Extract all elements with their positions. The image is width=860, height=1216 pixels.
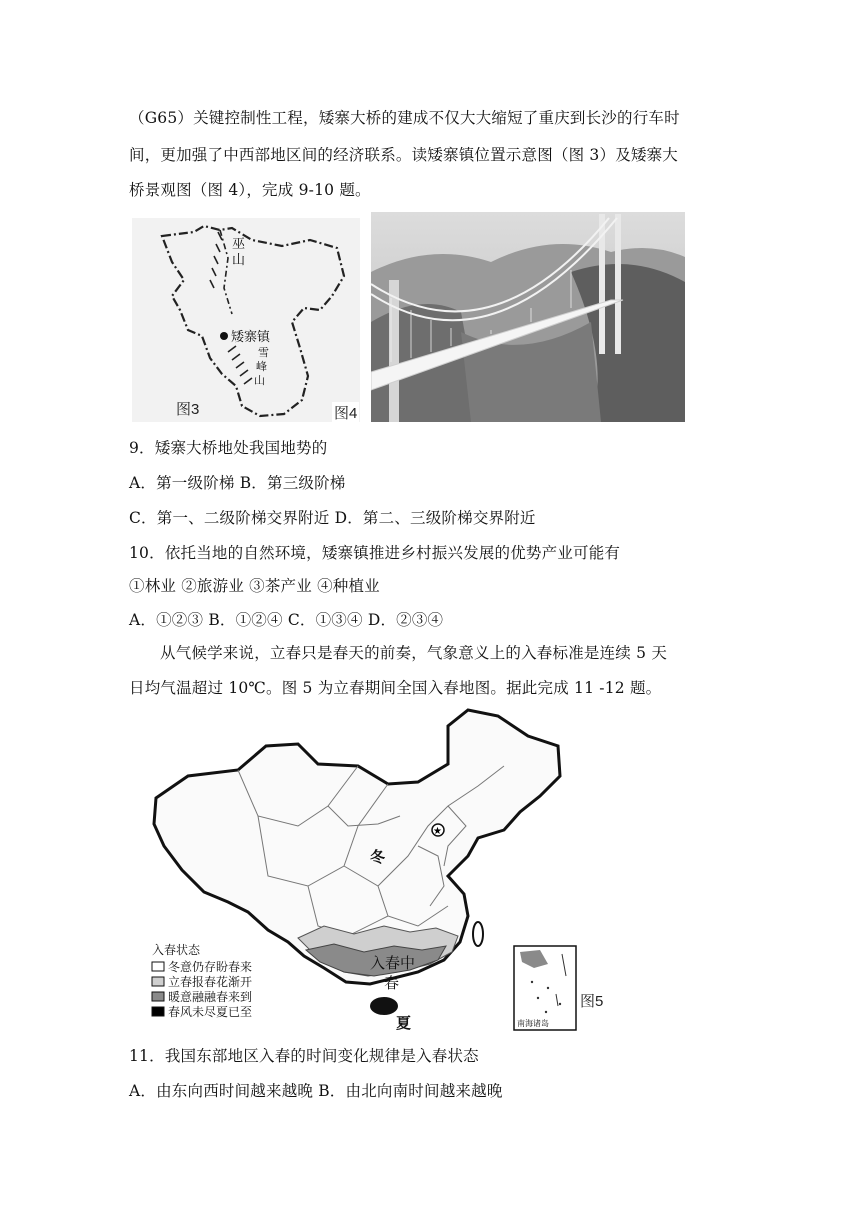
question-9-options-ab: A．第一级阶梯 B．第三级阶梯 [129,474,346,492]
aizhai-town-dot [220,332,228,340]
question-9-options-cd: C．第一、二级阶梯交界附近 D．第二、三级阶梯交界附近 [129,509,536,527]
legend-item-4: 春风未尽夏已至 [168,1005,253,1019]
xuefengshan-char-3: 山 [254,374,265,387]
intro-line-2: 间，更加强了中西部地区间的经济联系。读矮寨镇位置示意图（图 3）及矮寨大 [129,146,678,164]
wushan-char-1: 巫 [232,237,246,252]
passage-2-line-1: 从气候学来说，立春只是春天的前奏，气象意义上的入春标准是连续 5 天 [160,644,668,662]
question-10-items: ①林业 ②旅游业 ③茶产业 ④种植业 [129,577,380,595]
legend-item-1: 冬意仍存盼春来 [168,960,253,974]
figure-4-bridge-photo [371,212,685,422]
legend-item-2: 立春报春花渐开 [168,975,253,989]
wushan-char-2: 山 [232,253,246,268]
question-10-options: A．①②③ B．①②④ C．①③④ D．②③④ [129,611,444,629]
intro-line-1: （G65）关键控制性工程，矮寨大桥的建成不仅大大缩短了重庆到长沙的行车时 [129,109,680,127]
question-10-stem: 10．依托当地的自然环境，矮寨镇推进乡村振兴发展的优势产业可能有 [129,544,621,562]
figure-5-label: 图5 [580,993,604,1010]
question-9-stem: 9．矮寨大桥地处我国地势的 [129,439,328,457]
spring-mid-label: 入春中 [370,954,416,972]
intro-line-3: 桥景观图（图 4），完成 9-10 题。 [129,181,371,199]
question-11-stem: 11．我国东部地区入春的时间变化规律是入春状态 [129,1047,479,1065]
xuefengshan-char-2: 峰 [256,360,267,373]
south-china-sea-inset [514,946,576,1030]
svg-text:★: ★ [433,826,442,837]
legend-item-3: 暖意融融春来到 [168,990,253,1004]
figure-3-label: 图3 [176,401,200,418]
legend-title: 入春状态 [152,943,201,957]
inset-label: 南海诸岛 [517,1019,549,1028]
summer-label: 夏 [396,1014,412,1032]
aizhai-town-label: 矮寨镇 [231,330,271,345]
winter-label: 冬 [370,848,386,866]
figure-4-label: 图4 [332,402,359,423]
passage-2-line-2: 日均气温超过 10℃。图 5 为立春期间全国入春地图。据此完成 11 -12 题。 [129,679,662,697]
figure-3-location-map [132,218,360,422]
xuefengshan-char-1: 雪 [258,346,269,359]
spring-label: 春 [384,974,400,992]
figure-5-spring-map [148,706,618,1036]
question-11-options-ab: A．由东向西时间越来越晚 B．由北向南时间越来越晚 [129,1082,503,1100]
